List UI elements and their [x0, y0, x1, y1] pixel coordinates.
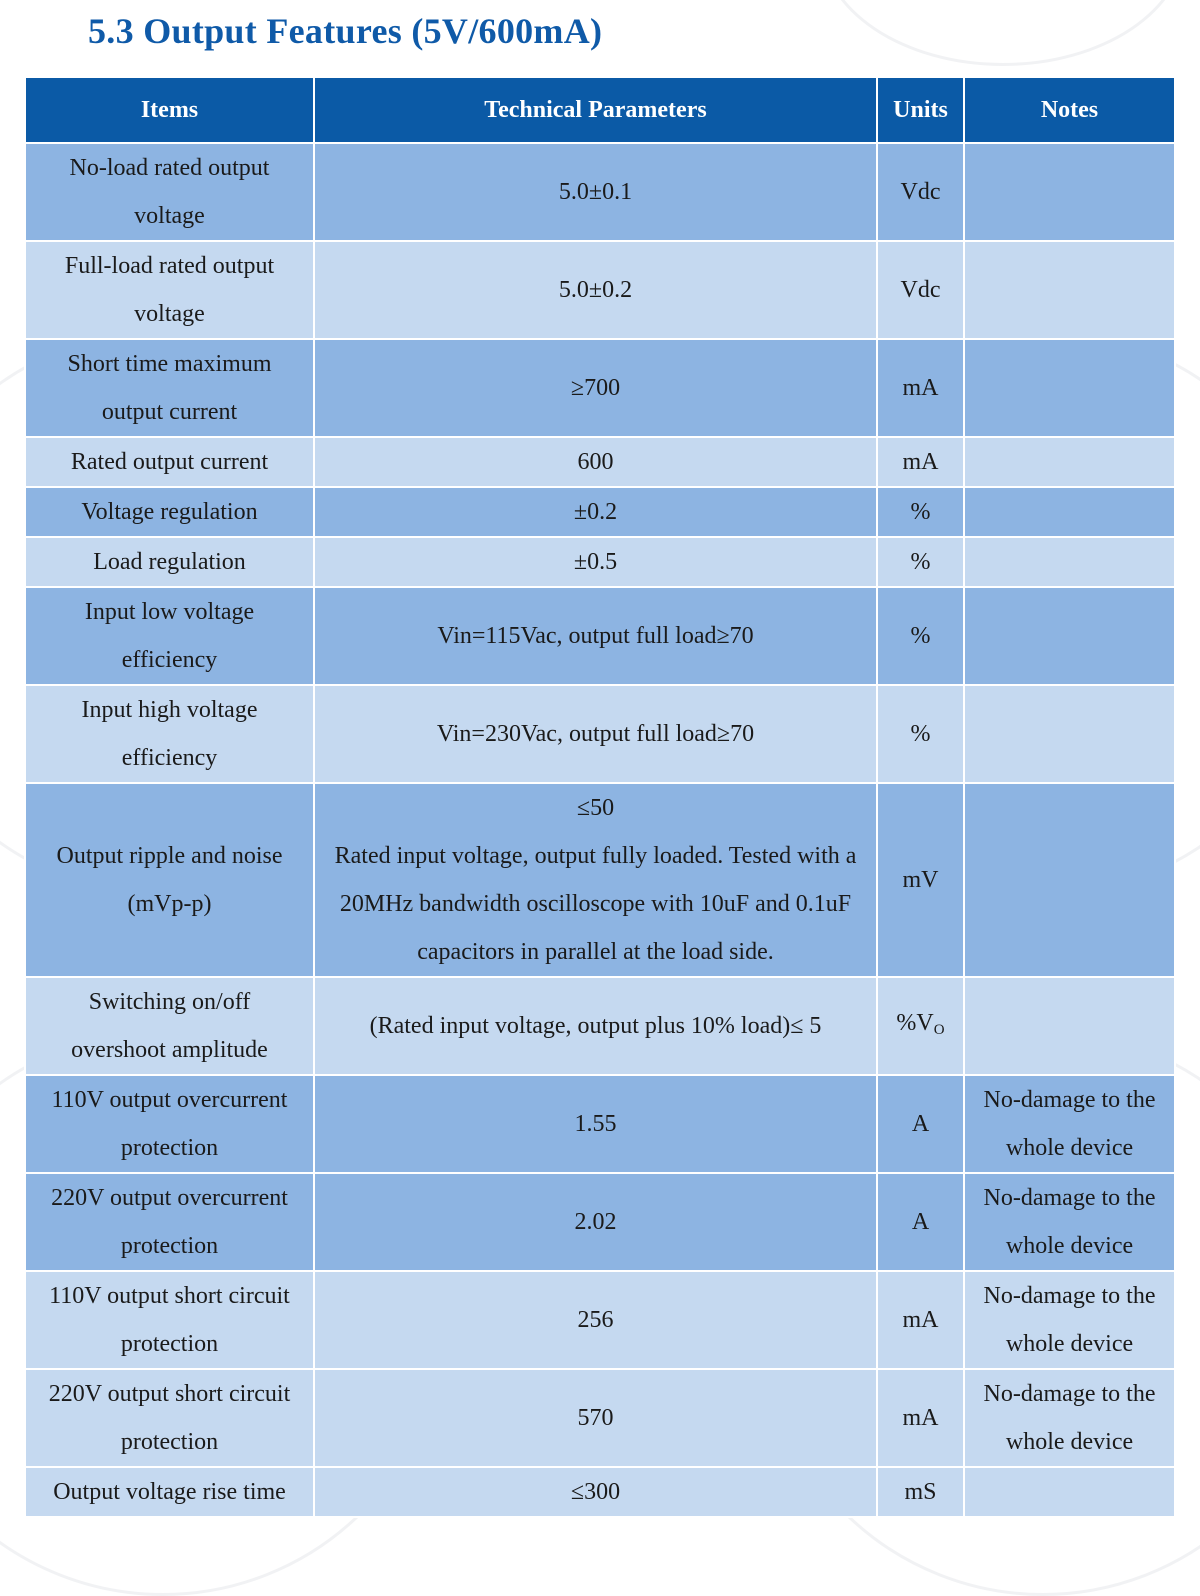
- parameter-cell: [314, 685, 877, 783]
- item-text: 110V output short circuit protection: [49, 1283, 290, 1357]
- parameter-cell: [314, 1369, 877, 1467]
- item-text: Input low voltage efficiency: [84, 599, 255, 673]
- note-cell: [964, 587, 1175, 685]
- unit-text: mA: [902, 449, 939, 475]
- parameter-cell: [314, 1075, 877, 1173]
- table-header-row: [25, 77, 1175, 143]
- note-cell: [964, 1173, 1175, 1271]
- unit-subscript: O: [933, 1021, 945, 1038]
- note-cell: [964, 143, 1175, 241]
- unit-cell: [877, 537, 964, 587]
- unit-text: A: [911, 1209, 930, 1235]
- table-row: [25, 339, 1175, 437]
- item-cell: [25, 587, 314, 685]
- unit-cell: [877, 685, 964, 783]
- output-features-table: [24, 76, 1176, 1518]
- item-text: Output ripple and noise (mVp-p): [56, 843, 283, 917]
- parameter-text: 5.0±0.1: [558, 179, 633, 205]
- unit-text: mV: [902, 867, 939, 893]
- parameter-text: ±0.5: [573, 549, 618, 575]
- note-cell: [964, 1467, 1175, 1517]
- item-cell: [25, 1271, 314, 1369]
- table-row: [25, 1075, 1175, 1173]
- item-cell: [25, 241, 314, 339]
- item-text: 220V output overcurrent protection: [51, 1185, 288, 1259]
- item-cell: [25, 1467, 314, 1517]
- table-row: [25, 437, 1175, 487]
- unit-text: mA: [902, 375, 939, 401]
- unit-cell: [877, 487, 964, 537]
- item-cell: [25, 685, 314, 783]
- parameter-cell: [314, 1173, 877, 1271]
- note-cell: [964, 783, 1175, 977]
- unit-cell: [877, 587, 964, 685]
- watermark-ring: [820, 0, 1186, 66]
- table-row: [25, 1467, 1175, 1517]
- parameter-text: Vin=230Vac, output full load≥70: [436, 721, 755, 747]
- item-text: Input high voltage efficiency: [81, 697, 258, 771]
- item-text: Switching on/off overshoot amplitude: [71, 989, 268, 1063]
- note-cell: [964, 339, 1175, 437]
- table-row: [25, 1369, 1175, 1467]
- parameter-cell: [314, 487, 877, 537]
- unit-text: Vdc: [900, 179, 941, 205]
- note-cell: [964, 1369, 1175, 1467]
- header-notes: Notes: [964, 77, 1175, 143]
- item-cell: [25, 143, 314, 241]
- table-body: [25, 143, 1175, 1517]
- note-text: No-damage to the whole device: [983, 1283, 1156, 1357]
- table-row: [25, 241, 1175, 339]
- table-row: [25, 143, 1175, 241]
- parameter-cell: [314, 437, 877, 487]
- parameter-cell: [314, 783, 877, 977]
- section-title: 5.3 Output Features (5V/600mA): [88, 11, 603, 51]
- unit-cell: [877, 1271, 964, 1369]
- note-cell: [964, 537, 1175, 587]
- unit-cell: [877, 1369, 964, 1467]
- table-row: [25, 977, 1175, 1075]
- note-cell: [964, 437, 1175, 487]
- item-cell: [25, 977, 314, 1075]
- unit-text: %: [910, 499, 931, 525]
- unit-text: %: [910, 549, 931, 575]
- item-cell: [25, 1369, 314, 1467]
- unit-text: %: [910, 721, 931, 747]
- item-cell: [25, 339, 314, 437]
- parameter-text: Vin=115Vac, output full load≥70: [437, 623, 754, 649]
- unit-text: %: [910, 623, 931, 649]
- table-row: [25, 487, 1175, 537]
- parameter-cell: [314, 339, 877, 437]
- unit-text: mA: [902, 1307, 939, 1333]
- unit-cell: [877, 143, 964, 241]
- item-text: Short time maximum output current: [67, 351, 272, 425]
- item-text: Output voltage rise time: [53, 1479, 286, 1505]
- item-text: Full-load rated output voltage: [64, 253, 275, 327]
- table-row: [25, 587, 1175, 685]
- note-cell: [964, 977, 1175, 1075]
- unit-cell: [877, 1173, 964, 1271]
- item-cell: [25, 783, 314, 977]
- header-items: Items: [25, 77, 314, 143]
- parameter-text: 600: [577, 449, 614, 475]
- parameter-test-condition-text: Rated input voltage, output fully loaded. Tested with a 20MHz bandwidth oscilloscope with 10uF and 0.1uF capacitors in parallel at the load side.: [334, 843, 857, 965]
- parameter-cell: [314, 1467, 877, 1517]
- unit-text: A: [911, 1111, 930, 1137]
- unit-text: mA: [902, 1405, 939, 1431]
- parameter-text: 5.0±0.2: [558, 277, 633, 303]
- item-cell: [25, 437, 314, 487]
- item-text: Voltage regulation: [81, 499, 258, 525]
- table-row: [25, 685, 1175, 783]
- unit-cell: [877, 241, 964, 339]
- parameter-text: ≤50: [576, 795, 615, 821]
- parameter-text: ≤300: [570, 1479, 621, 1505]
- unit-cell: [877, 437, 964, 487]
- parameter-cell: [314, 977, 877, 1075]
- item-cell: [25, 537, 314, 587]
- note-text: No-damage to the whole device: [983, 1087, 1156, 1161]
- item-cell: [25, 1075, 314, 1173]
- item-text: 220V output short circuit protection: [48, 1381, 291, 1455]
- item-text: Rated output current: [70, 449, 269, 475]
- unit-cell: [877, 1467, 964, 1517]
- item-text: Load regulation: [93, 549, 246, 575]
- unit-text: $\%V_O$: [896, 1009, 945, 1038]
- unit-cell: [877, 977, 964, 1075]
- header-units: Units: [877, 77, 964, 143]
- parameter-text: 570: [577, 1405, 614, 1431]
- unit-cell: [877, 783, 964, 977]
- note-cell: [964, 241, 1175, 339]
- table-row: [25, 1271, 1175, 1369]
- parameter-text: (Rated input voltage, output plus 10% load)≤ 5: [369, 1013, 822, 1039]
- parameter-text: 2.02: [574, 1209, 617, 1235]
- note-text: No-damage to the whole device: [983, 1381, 1156, 1455]
- item-cell: [25, 487, 314, 537]
- note-cell: [964, 487, 1175, 537]
- note-cell: [964, 1271, 1175, 1369]
- parameter-cell: [314, 587, 877, 685]
- parameter-cell: [314, 537, 877, 587]
- item-cell: [25, 1173, 314, 1271]
- parameter-cell: [314, 1271, 877, 1369]
- unit-cell: [877, 339, 964, 437]
- unit-text: Vdc: [900, 277, 941, 303]
- parameter-text: ≥700: [570, 375, 621, 401]
- note-cell: [964, 1075, 1175, 1173]
- table-row: [25, 537, 1175, 587]
- parameter-cell: [314, 241, 877, 339]
- item-text: 110V output overcurrent protection: [51, 1087, 288, 1161]
- item-text: No-load rated output voltage: [69, 155, 270, 229]
- unit-cell: [877, 1075, 964, 1173]
- parameter-text: ±0.2: [573, 499, 618, 525]
- note-text: No-damage to the whole device: [983, 1185, 1156, 1259]
- parameter-text: 1.55: [574, 1111, 617, 1137]
- parameter-text: 256: [577, 1307, 614, 1333]
- table-row: [25, 1173, 1175, 1271]
- header-technical-parameters: Technical Parameters: [314, 77, 877, 143]
- table-row: [25, 783, 1175, 977]
- unit-text: mS: [904, 1479, 937, 1505]
- note-cell: [964, 685, 1175, 783]
- parameter-cell: [314, 143, 877, 241]
